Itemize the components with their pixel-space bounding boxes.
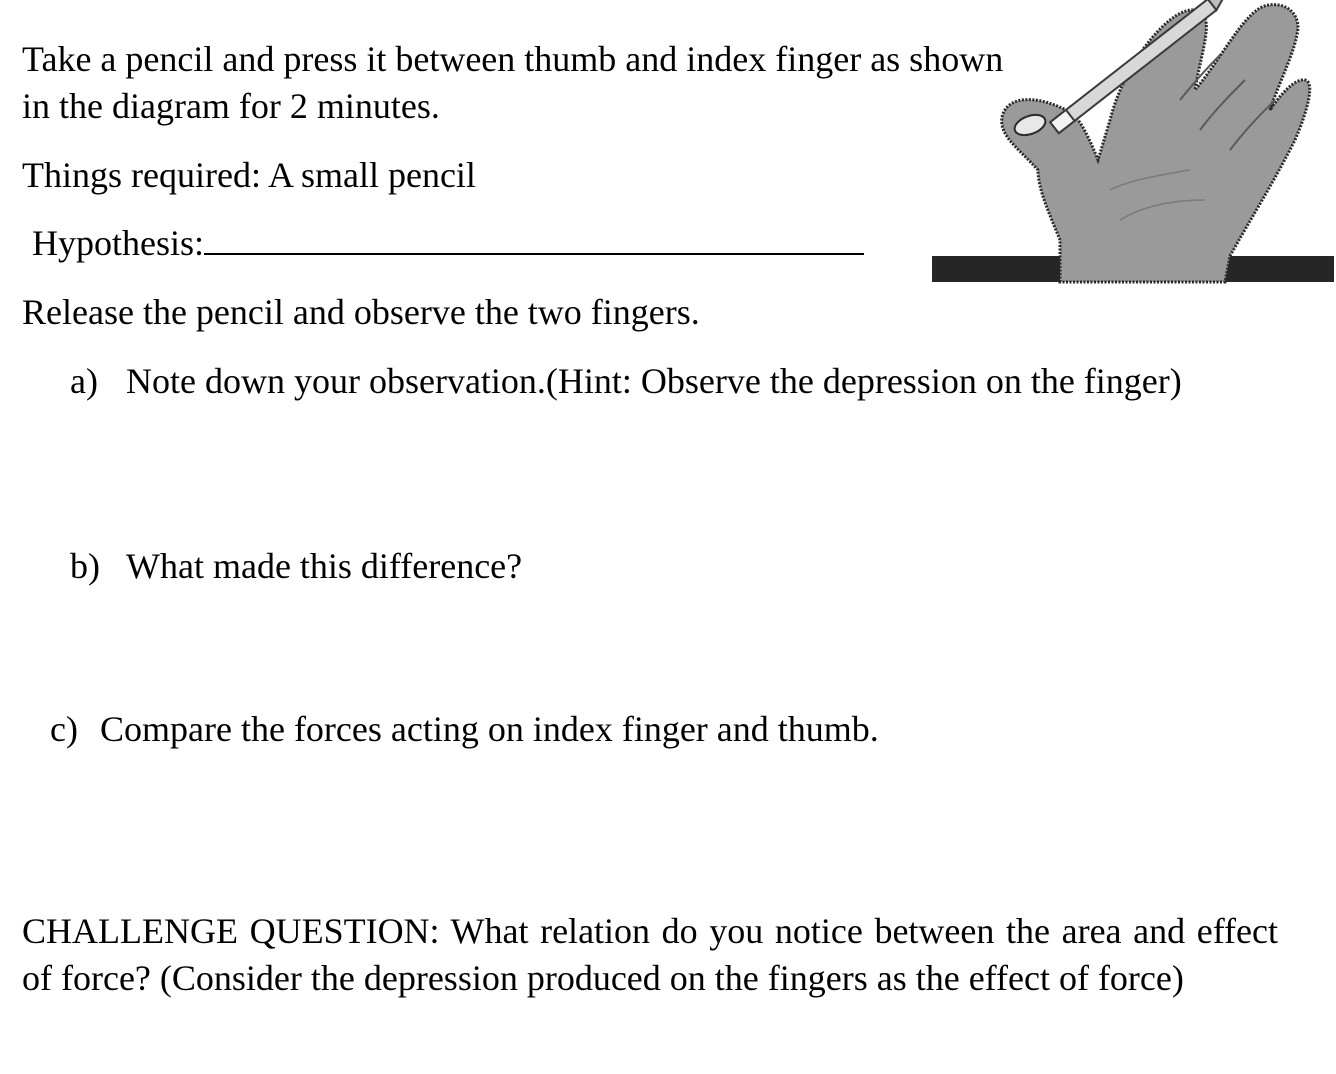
release-instruction: Release the pencil and observe the two fingers. xyxy=(22,292,700,332)
question-c-label: c) xyxy=(50,709,78,749)
hypothesis-label: Hypothesis: xyxy=(32,223,205,263)
challenge-question: CHALLENGE QUESTION: What relation do you notice between the area and effect of force? (Consider the depression produced on the fingers as the effect of force) xyxy=(22,911,1278,998)
hand-pencil-figure xyxy=(930,0,1336,290)
question-c xyxy=(50,706,879,752)
question-b-text: What made this difference? xyxy=(126,546,523,586)
question-b-label: b) xyxy=(70,546,100,586)
question-a-text: Note down your observation.(Hint: Observe the depression on the finger) xyxy=(126,361,1182,401)
question-a xyxy=(70,358,1182,404)
things-required: Things required: A small pencil xyxy=(22,155,476,195)
hand-pressing-pencil-icon xyxy=(930,0,1336,290)
intro-line-2: in the diagram for 2 minutes. xyxy=(22,86,440,126)
question-c-text: Compare the forces acting on index finger and thumb. xyxy=(100,709,879,749)
question-b xyxy=(70,543,522,589)
question-a-label: a) xyxy=(70,361,98,401)
hypothesis-row xyxy=(32,220,864,266)
intro-line-1: Take a pencil and press it between thumb and index finger as shown xyxy=(22,39,1004,79)
hypothesis-blank-line[interactable] xyxy=(204,221,864,255)
